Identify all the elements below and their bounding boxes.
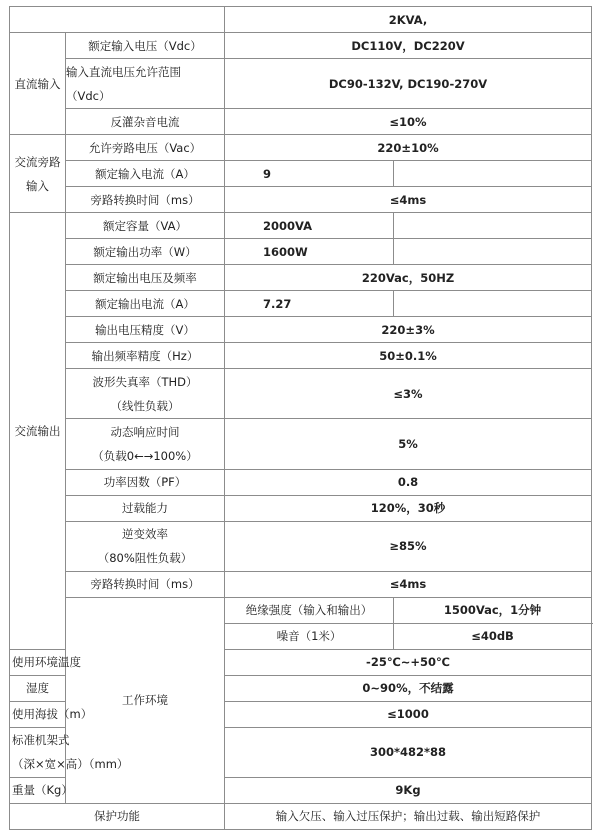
row-value: DC110V，DC220V xyxy=(225,33,592,59)
row-value: 2000VA xyxy=(225,213,394,239)
row-label-line2: （负载0←→100%） xyxy=(92,448,198,463)
row-value: 220±10% xyxy=(225,135,592,161)
row-label-line1: 动态响应时间 xyxy=(110,424,180,439)
table-row xyxy=(10,369,592,419)
table-row xyxy=(10,59,592,109)
group-line1: 交流旁路 xyxy=(14,154,61,169)
row-label: 额定输出电压及频率 xyxy=(66,265,225,291)
table-row xyxy=(10,291,592,317)
row-value: 5% xyxy=(225,419,592,469)
table-row xyxy=(10,803,592,829)
row-value: ≤40dB xyxy=(394,623,592,649)
row-value: 120%，30秒 xyxy=(225,495,592,521)
group-protection: 保护功能 xyxy=(10,803,225,829)
table-row xyxy=(10,521,592,571)
empty-cell xyxy=(394,239,592,265)
row-label-line1: 逆变效率 xyxy=(122,527,168,542)
table-row xyxy=(10,571,592,597)
row-value: 7.27 xyxy=(225,291,394,317)
row-value: DC90-132V, DC190-270V xyxy=(225,59,592,109)
row-label: 重量（Kg） xyxy=(10,777,66,803)
header-model: 2KVA, xyxy=(225,7,592,33)
table-row xyxy=(10,469,592,495)
group-dc-input: 直流输入 xyxy=(10,33,66,135)
row-value: 1500Vac，1分钟 xyxy=(394,597,592,623)
header-blank-cell xyxy=(10,7,225,33)
row-label-line2: （线性负载） xyxy=(110,398,180,413)
row-value: 输入欠压、输入过压保护；输出过载、输出短路保护 xyxy=(225,803,592,829)
group-ac-output: 交流输出 xyxy=(10,213,66,649)
table-row xyxy=(10,135,592,161)
table-row xyxy=(10,419,592,469)
row-label: 额定容量（VA） xyxy=(66,213,225,239)
table-row xyxy=(10,239,592,265)
row-label: 使用环境温度 xyxy=(10,649,66,675)
row-value: 300*482*88 xyxy=(225,727,592,777)
row-label: 功率因数（PF） xyxy=(66,469,225,495)
row-value: ≥85% xyxy=(225,521,592,571)
row-value: ≤4ms xyxy=(225,187,592,213)
spec-table xyxy=(9,6,592,830)
table-row xyxy=(10,213,592,239)
row-label: 绝缘强度（输入和输出） xyxy=(225,597,394,623)
row-value: 220±3% xyxy=(225,317,592,343)
table-row xyxy=(10,597,592,623)
row-label: 额定输出功率（W） xyxy=(66,239,225,265)
row-value: 9Kg xyxy=(225,777,592,803)
row-value: 1600W xyxy=(225,239,394,265)
empty-cell xyxy=(394,161,592,187)
row-label: 湿度 xyxy=(10,675,66,701)
row-label: 额定输出电流（A） xyxy=(66,291,225,317)
row-label xyxy=(66,59,225,109)
group-ac-bypass xyxy=(10,135,66,213)
row-value: ≤10% xyxy=(225,109,592,135)
empty-cell xyxy=(394,291,592,317)
group-environment: 工作环境 xyxy=(66,597,225,803)
row-label xyxy=(66,369,225,419)
row-label-line1: 输入直流电压允许范围 xyxy=(66,64,181,79)
table-row xyxy=(10,495,592,521)
table-row xyxy=(10,265,592,291)
row-value: ≤4ms xyxy=(225,571,592,597)
row-label xyxy=(66,419,225,469)
row-label-line2: （80%阻性负载） xyxy=(97,551,193,566)
row-value: 9 xyxy=(225,161,394,187)
table-row xyxy=(10,109,592,135)
row-label: 使用海拔（m） xyxy=(10,701,66,727)
row-label-line1: 标准机架式 xyxy=(12,733,70,748)
row-value: 0~90%，不结露 xyxy=(225,675,592,701)
row-label: 过载能力 xyxy=(66,495,225,521)
row-label: 旁路转换时间（ms） xyxy=(66,571,225,597)
row-value: 220Vac，50HZ xyxy=(225,265,592,291)
table-row xyxy=(10,33,592,59)
row-label: 旁路转换时间（ms） xyxy=(66,187,225,213)
row-label: 额定输入电流（A） xyxy=(66,161,225,187)
table-row xyxy=(10,161,592,187)
row-label-line2: （深×宽×高）（mm） xyxy=(12,757,129,772)
row-value: ≤3% xyxy=(225,369,592,419)
group-line2: 输入 xyxy=(26,178,49,193)
row-label: 输出频率精度（Hz） xyxy=(66,343,225,369)
row-label: 噪音（1米） xyxy=(225,623,394,649)
table-row xyxy=(10,343,592,369)
table-row xyxy=(10,7,592,33)
row-value: 0.8 xyxy=(225,469,592,495)
table-row xyxy=(10,317,592,343)
row-label: 允许旁路电压（Vac） xyxy=(66,135,225,161)
row-label xyxy=(66,521,225,571)
row-value: ≤1000 xyxy=(225,701,592,727)
row-value: -25℃~+50℃ xyxy=(225,649,592,675)
row-label: 反灌杂音电流 xyxy=(66,109,225,135)
empty-cell xyxy=(394,213,592,239)
row-label: 额定输入电压（Vdc） xyxy=(66,33,225,59)
table-row xyxy=(10,187,592,213)
row-label-line1: 波形失真率（THD） xyxy=(92,374,198,389)
row-value: 50±0.1% xyxy=(225,343,592,369)
row-label-line2: （Vdc） xyxy=(66,88,111,103)
row-label: 输出电压精度（V） xyxy=(66,317,225,343)
row-label xyxy=(10,727,129,777)
